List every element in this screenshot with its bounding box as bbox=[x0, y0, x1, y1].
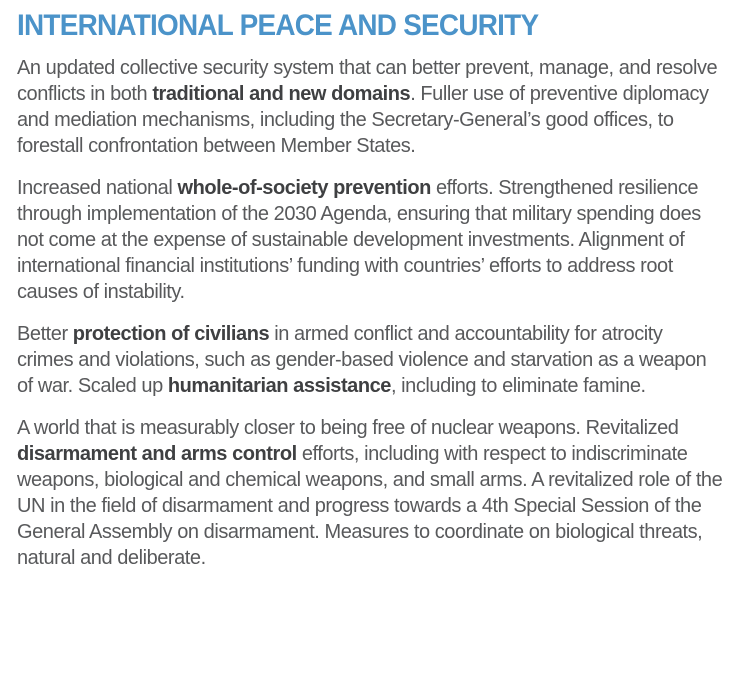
text-run: An updated collective security system that can better prevent, manage, and resolve conflicts in both bbox=[17, 57, 718, 105]
text-run: efforts, including with respect to indiscriminate weapons, biological and chemical weapons, and small arms. A revitalized role of the UN in the field of disarmament and progress towards a 4th Special Session of the General Assembly on disarmament. Measures to coordinate on biological threats, natural and deliberate. bbox=[17, 443, 723, 569]
text-run: . Fuller use of preventive diplomacy and mediation mechanisms, including the Secretary-General’s good offices, to forestall confrontation between Member States. bbox=[17, 83, 709, 157]
paragraph bbox=[17, 415, 723, 571]
text-run: , including to eliminate famine. bbox=[390, 375, 646, 397]
page-title: INTERNATIONAL PEACE AND SECURITY bbox=[17, 9, 539, 42]
text-run: Increased national bbox=[17, 177, 178, 199]
bold-text-run: disarmament and arms control bbox=[17, 443, 297, 465]
paragraph bbox=[17, 175, 723, 305]
text-run: efforts. Strengthened resilience through implementation of the 2030 Agenda, ensuring that military spending does not come at the expense of sustainable development investments. Alignment of international financial institutions’ funding with countries’ efforts to address root causes of instability. bbox=[17, 177, 701, 303]
bold-text-run: traditional and new domains bbox=[152, 83, 411, 105]
text-run: in armed conflict and accountability for atrocity crimes and violations, such as gender-based violence and starvation as a weapon of war. Scaled up bbox=[17, 323, 707, 397]
bold-text-run: humanitarian assistance bbox=[167, 375, 391, 397]
paragraph bbox=[17, 55, 723, 159]
bold-text-run: protection of civilians bbox=[72, 323, 270, 345]
bold-text-run: whole-of-society prevention bbox=[177, 177, 431, 199]
text-run: A world that is measurably closer to being free of nuclear weapons. Revitalized bbox=[17, 417, 679, 439]
paragraph bbox=[17, 321, 723, 399]
body-paragraphs bbox=[17, 55, 723, 571]
text-run: Better bbox=[17, 323, 73, 345]
